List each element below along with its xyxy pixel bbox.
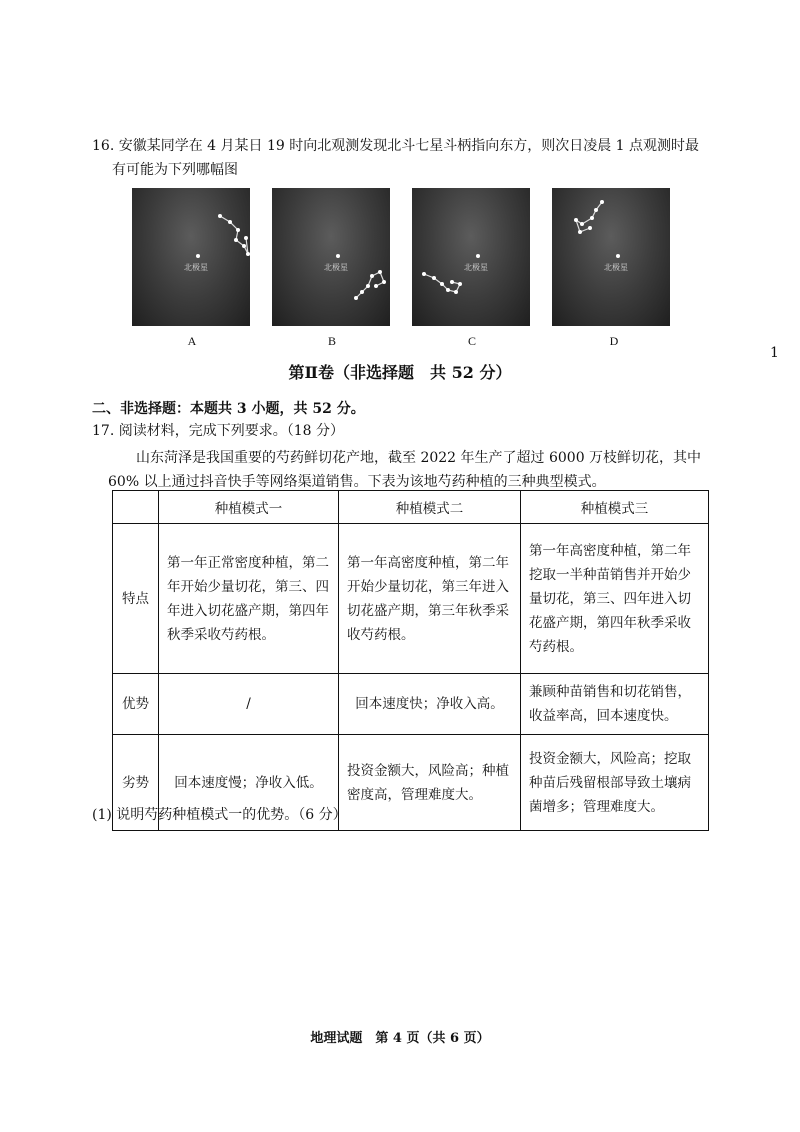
row-label-advantages: 优势 <box>113 674 159 735</box>
table-cell: 投资金额大，风险高；挖取种苗后残留根部导致土壤病菌增多；管理难度大。 <box>521 735 709 831</box>
table-cell: 投资金额大，风险高；种植密度高，管理难度大。 <box>339 735 521 831</box>
row-label-features: 特点 <box>113 524 159 674</box>
table-header-mode-1: 种植模式一 <box>159 491 339 524</box>
star-photo-b[interactable] <box>272 188 390 326</box>
option-label-d: D <box>609 334 619 348</box>
table-row-features <box>113 524 709 674</box>
table-header-mode-2: 种植模式二 <box>339 491 521 524</box>
margin-number: 1 <box>770 345 779 361</box>
option-label-a: A <box>187 334 197 348</box>
option-label-b: B <box>327 334 336 348</box>
table-cell: 第一年正常密度种植，第二年开始少量切花，第三、四年进入切花盛产期，第四年秋季采收芍药根。 <box>159 524 339 674</box>
table-header-row <box>113 491 709 524</box>
question-16 <box>92 134 722 182</box>
polaris-label: 北极星 <box>324 263 348 272</box>
question-16-line2: 有可能为下列哪幅图 <box>112 162 238 178</box>
table-cell: 第一年高密度种植，第二年挖取一半种苗销售并开始少量切花，第三、四年进入切花盛产期，第四年秋季采收芍药根。 <box>521 524 709 674</box>
table-cell: / <box>159 674 339 735</box>
table-cell: 第一年高密度种植，第二年开始少量切花，第三年进入切花盛产期，第三年秋季采收芍药根。 <box>339 524 521 674</box>
question-17-heading: 17. 阅读材料，完成下列要求。（18 分） <box>92 423 344 439</box>
table-cell: 回本速度慢；净收入低。 <box>159 735 339 831</box>
planting-modes-table <box>112 490 709 831</box>
big-dipper-b <box>272 188 390 326</box>
polaris-label: 北极星 <box>184 263 208 272</box>
section-title: 第Ⅱ卷（非选择题 共 52 分） <box>288 363 512 382</box>
option-label-c: C <box>467 334 476 348</box>
star-photo-d[interactable] <box>552 188 670 326</box>
polaris-label: 北极星 <box>604 263 628 272</box>
table-header-mode-3: 种植模式三 <box>521 491 709 524</box>
table-cell: 兼顾种苗销售和切花销售，收益率高，回本速度快。 <box>521 674 709 735</box>
question-16-line1: 16. 安徽某同学在 4 月某日 19 时向北观测发现北斗七星斗柄指向东方，则次日凌晨 1 点观测时最 <box>92 138 700 154</box>
table-header-corner <box>113 491 159 524</box>
star-photo-options <box>130 188 690 348</box>
star-photo-c[interactable] <box>412 188 530 326</box>
page-footer: 地理试题 第 4 页（共 6 页） <box>310 1031 490 1046</box>
row-label-disadvantages: 劣势 <box>113 735 159 831</box>
question-17-sub1: (1) 说明芍药种植模式一的优势。（6 分） <box>92 807 347 823</box>
polaris-label: 北极星 <box>464 263 488 272</box>
table-row-advantages <box>113 674 709 735</box>
star-photo-a[interactable] <box>132 188 250 326</box>
big-dipper-c <box>412 188 530 326</box>
big-dipper-a <box>132 188 250 326</box>
big-dipper-d <box>552 188 670 326</box>
question-17-material: 山东菏泽是我国重要的芍药鲜切花产地，截至 2022 年生产了超过 6000 万枝鲜切花，其中 60% 以上通过抖音快手等网络渠道销售。下表为该地芍药种植的三种典型模式。 <box>108 450 702 490</box>
table-cell: 回本速度快；净收入高。 <box>339 674 521 735</box>
part2-heading: 二、非选择题：本题共 3 小题，共 52 分。 <box>92 401 365 417</box>
